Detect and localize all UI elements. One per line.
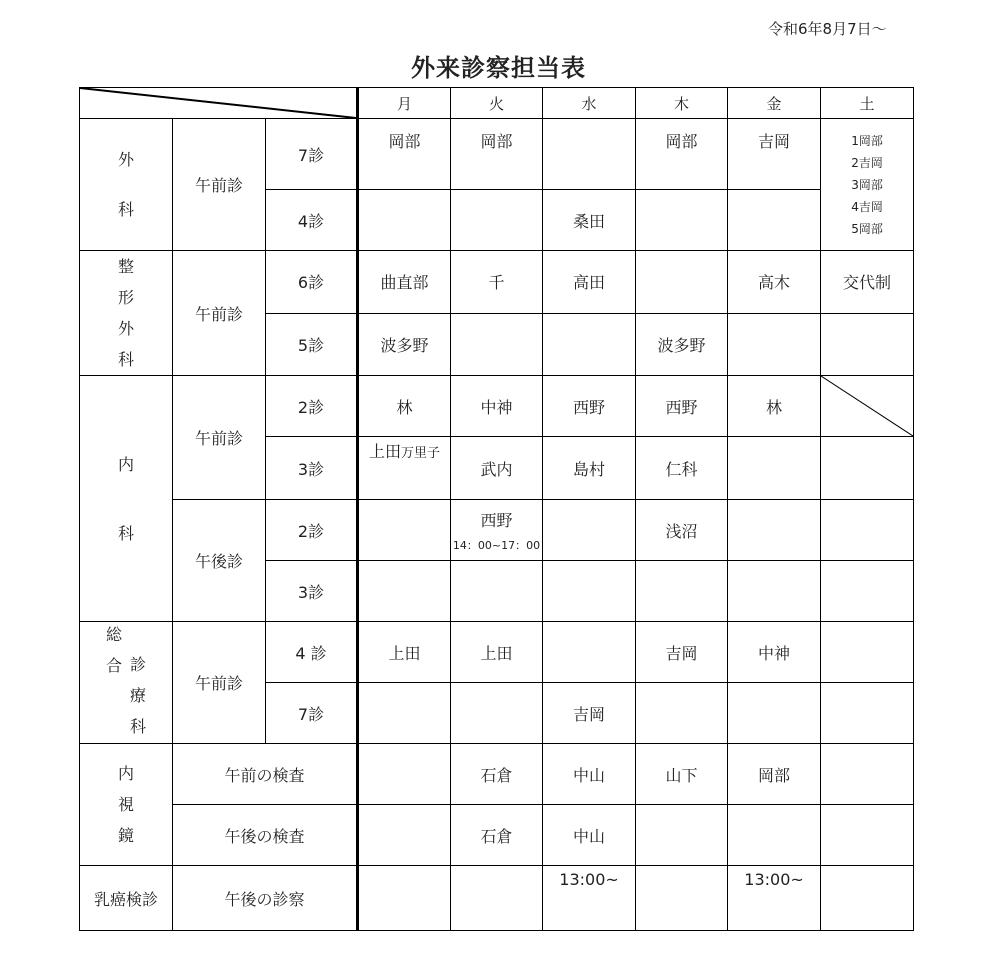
- schedule-cell: 浅沼: [636, 500, 728, 561]
- schedule-cell: [636, 561, 728, 622]
- effective-date: 令和6年8月7日～: [768, 20, 887, 38]
- schedule-cell: 石倉: [451, 744, 543, 805]
- schedule-cell: [728, 437, 821, 500]
- table-row: [80, 251, 914, 314]
- table-row: [80, 500, 914, 561]
- schedule-cell: 波多野: [358, 313, 451, 376]
- schedule-cell: 13:00~: [543, 866, 636, 931]
- schedule-cell: [728, 683, 821, 744]
- schedule-cell: [821, 683, 914, 744]
- schedule-cell: 中神: [728, 622, 821, 683]
- schedule-cell: [358, 805, 451, 866]
- exam-label: 午後の検査: [173, 805, 358, 866]
- dept-internal: 内 科: [80, 376, 173, 622]
- schedule-cell: [358, 500, 451, 561]
- day-header: 土: [821, 88, 914, 119]
- room-label: 7診: [266, 683, 358, 744]
- schedule-cell: 西野 14：00~17：00: [451, 500, 543, 561]
- table-row: [80, 866, 914, 931]
- day-header: 金: [728, 88, 821, 119]
- schedule-cell: [821, 866, 914, 931]
- schedule-cell: [451, 313, 543, 376]
- session-label: 午前診: [173, 622, 266, 744]
- schedule-cell: 高田: [543, 251, 636, 314]
- room-label: 7診: [266, 119, 358, 190]
- dept-general-medicine: 総 合 診 療 科: [80, 622, 173, 744]
- schedule-cell: [821, 805, 914, 866]
- table-row: [80, 805, 914, 866]
- schedule-cell: 山下: [636, 744, 728, 805]
- schedule-cell: [821, 500, 914, 561]
- room-label: 6診: [266, 251, 358, 314]
- dept-surgery: 外 科: [80, 119, 173, 251]
- diagonal-line: [80, 88, 356, 118]
- exam-label: 午前の検査: [173, 744, 358, 805]
- schedule-cell: 石倉: [451, 805, 543, 866]
- schedule-cell: [728, 190, 821, 251]
- schedule-cell: [636, 866, 728, 931]
- schedule-cell: 中山: [543, 805, 636, 866]
- room-label: 2診: [266, 376, 358, 437]
- schedule-cell: [451, 683, 543, 744]
- schedule-cell: [451, 190, 543, 251]
- schedule-cell: 岡部: [451, 119, 543, 190]
- schedule-cell: 中山: [543, 744, 636, 805]
- schedule-cell: 岡部: [358, 119, 451, 190]
- schedule-cell-closed: [821, 376, 914, 437]
- schedule-cell: [543, 500, 636, 561]
- schedule-cell: [636, 805, 728, 866]
- room-label: 2診: [266, 500, 358, 561]
- schedule-cell: 桑田: [543, 190, 636, 251]
- schedule-cell: 吉岡: [728, 119, 821, 190]
- day-header: 火: [451, 88, 543, 119]
- room-label: 4 診: [266, 622, 358, 683]
- exam-label: 午後の診察: [173, 866, 358, 931]
- day-header: 月: [358, 88, 451, 119]
- schedule-cell: [451, 561, 543, 622]
- session-label: 午前診: [173, 376, 266, 500]
- schedule-cell: 高木: [728, 251, 821, 314]
- schedule-cell: [358, 683, 451, 744]
- room-label: 5診: [266, 313, 358, 376]
- schedule-cell: [728, 313, 821, 376]
- schedule-cell: [543, 561, 636, 622]
- schedule-cell: [358, 866, 451, 931]
- schedule-cell: 中神: [451, 376, 543, 437]
- schedule-cell: 波多野: [636, 313, 728, 376]
- day-header: 木: [636, 88, 728, 119]
- schedule-cell: 武内: [451, 437, 543, 500]
- schedule-cell: 吉岡: [543, 683, 636, 744]
- schedule-cell: [821, 437, 914, 500]
- table-row: [80, 376, 914, 437]
- page-title: 外来診察担当表: [411, 54, 586, 82]
- schedule-cell: [728, 561, 821, 622]
- table-row: [80, 744, 914, 805]
- schedule-cell: [728, 500, 821, 561]
- table-row: [80, 622, 914, 683]
- schedule-cell: 上田万里子: [358, 437, 451, 500]
- schedule-table: [79, 87, 914, 931]
- schedule-cell: [358, 190, 451, 251]
- schedule-cell: 林: [728, 376, 821, 437]
- schedule-cell: 岡部: [728, 744, 821, 805]
- schedule-cell: [821, 313, 914, 376]
- saturday-rotation: 1岡部 2吉岡 3岡部 4吉岡 5岡部: [821, 119, 914, 251]
- schedule-cell: [358, 561, 451, 622]
- schedule-cell: 林: [358, 376, 451, 437]
- schedule-cell: [728, 805, 821, 866]
- room-label: 3診: [266, 561, 358, 622]
- schedule-cell: 西野: [636, 376, 728, 437]
- room-label: 3診: [266, 437, 358, 500]
- schedule-cell: 島村: [543, 437, 636, 500]
- schedule-cell: 曲直部: [358, 251, 451, 314]
- dept-breast-screening: 乳癌検診: [80, 866, 173, 931]
- corner-cell: [80, 88, 358, 119]
- schedule-cell: [358, 744, 451, 805]
- schedule-cell: [636, 683, 728, 744]
- schedule-cell: 西野: [543, 376, 636, 437]
- schedule-cell: [543, 313, 636, 376]
- schedule-cell: 岡部: [636, 119, 728, 190]
- schedule-cell: 上田: [451, 622, 543, 683]
- schedule-cell: 吉岡: [636, 622, 728, 683]
- session-label: 午後診: [173, 500, 266, 622]
- schedule-cell: [451, 866, 543, 931]
- schedule-cell: [821, 622, 914, 683]
- dept-orthopedics: 整 形 外 科: [80, 251, 173, 376]
- diagonal-line: [821, 376, 913, 436]
- dept-endoscopy: 内 視 鏡: [80, 744, 173, 866]
- schedule-cell: 仁科: [636, 437, 728, 500]
- header-row: [80, 88, 914, 119]
- session-label: 午前診: [173, 119, 266, 251]
- schedule-cell: [543, 622, 636, 683]
- schedule-cell: [821, 561, 914, 622]
- schedule-cell: [636, 251, 728, 314]
- schedule-cell: [821, 744, 914, 805]
- schedule-cell: 交代制: [821, 251, 914, 314]
- schedule-cell: [636, 190, 728, 251]
- schedule-cell: 千: [451, 251, 543, 314]
- schedule-cell: [543, 119, 636, 190]
- session-label: 午前診: [173, 251, 266, 376]
- schedule-cell: 13:00~: [728, 866, 821, 931]
- day-header: 水: [543, 88, 636, 119]
- room-label: 4診: [266, 190, 358, 251]
- table-row: [80, 119, 914, 190]
- schedule-cell: 上田: [358, 622, 451, 683]
